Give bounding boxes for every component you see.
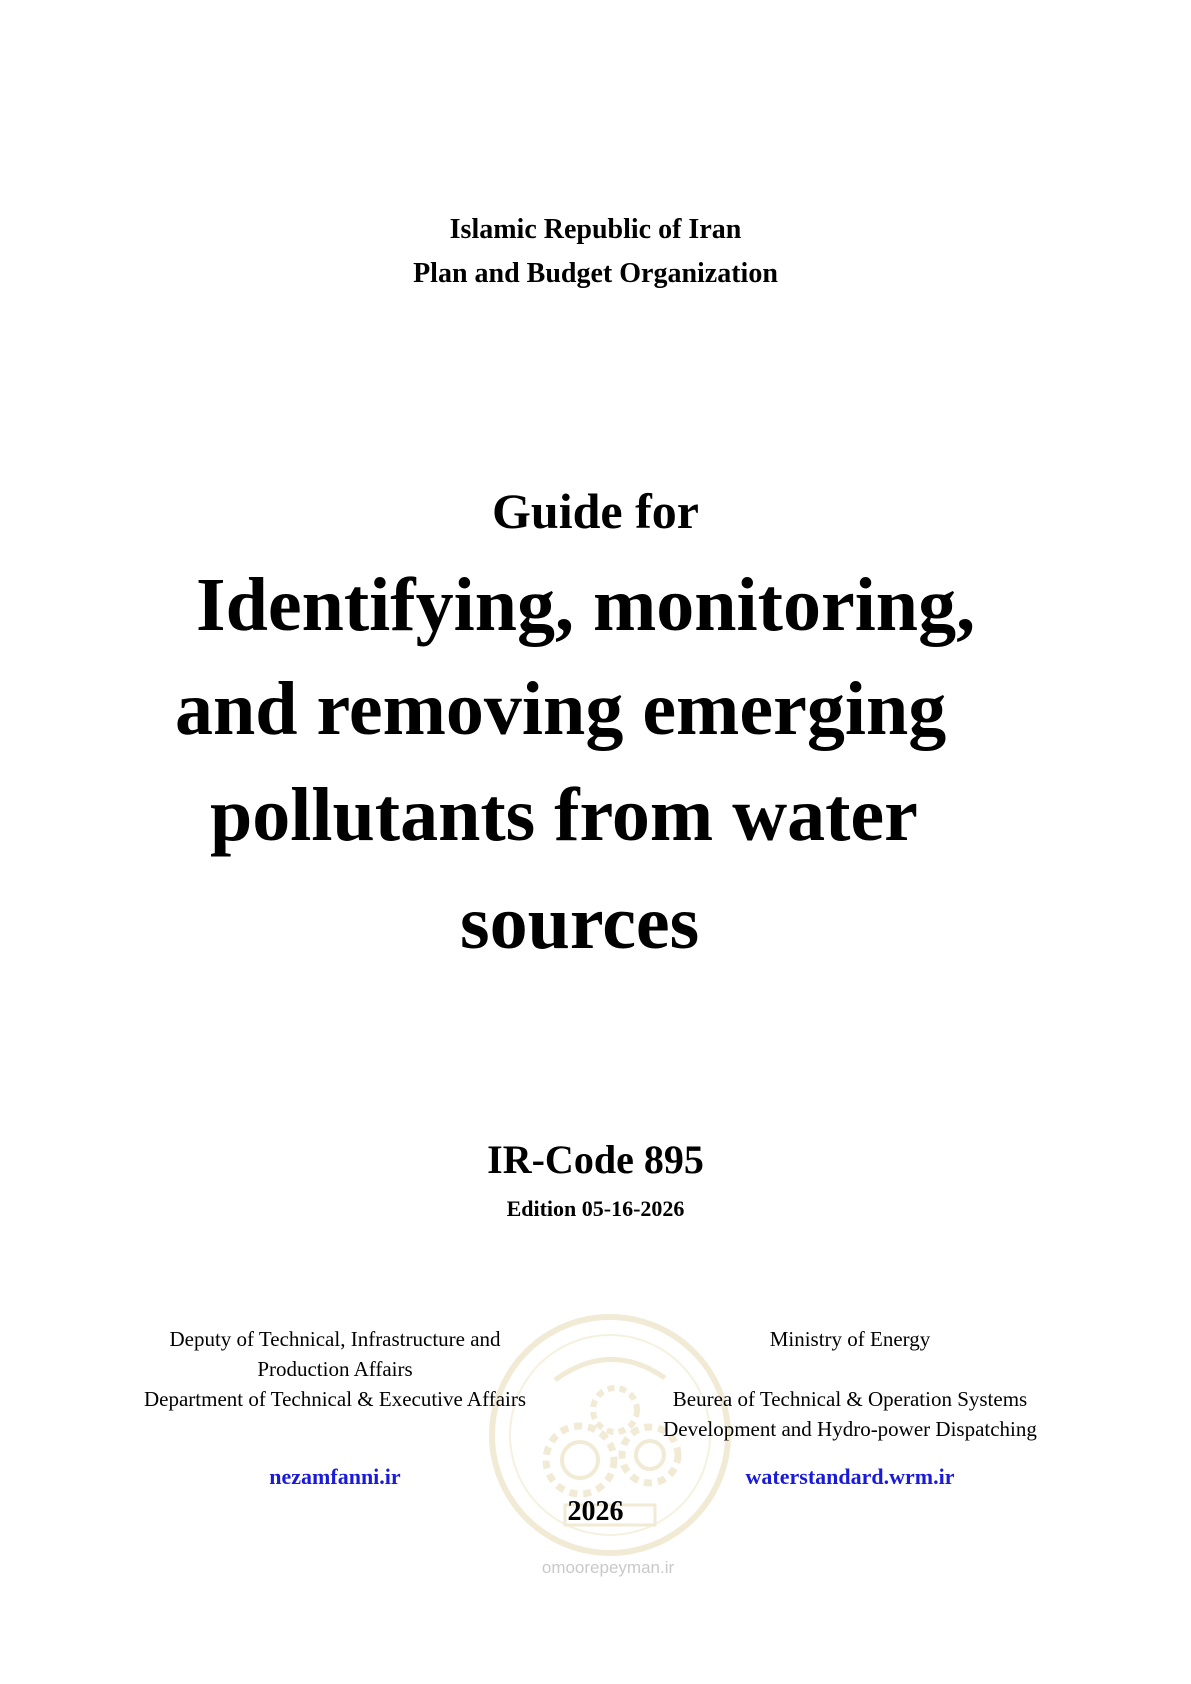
- waterstandard-link[interactable]: waterstandard.wrm.ir: [745, 1464, 955, 1489]
- title-line-3: pollutants from water: [210, 773, 918, 857]
- left-org-line-2: Production Affairs: [257, 1357, 413, 1381]
- left-org-line-1: Deputy of Technical, Infrastructure and: [169, 1327, 501, 1351]
- right-org-spacer: [640, 1354, 1060, 1384]
- right-org-line-1: Ministry of Energy: [769, 1327, 931, 1351]
- ir-code: IR-Code 895: [487, 1137, 704, 1182]
- publication-year: 2026: [567, 1496, 624, 1527]
- country-name: Islamic Republic of Iran: [449, 214, 742, 245]
- left-organization-block: [110, 1324, 560, 1414]
- organization-name: Plan and Budget Organization: [413, 258, 778, 289]
- title-line-2: and removing emerging: [175, 667, 947, 751]
- right-organization-block: [640, 1324, 1060, 1444]
- nezamfanni-link[interactable]: nezamfanni.ir: [269, 1464, 401, 1489]
- right-org-line-3: Beurea of Technical & Operation Systems: [672, 1387, 1028, 1411]
- left-org-line-3: Department of Technical & Executive Affairs: [143, 1387, 527, 1411]
- title-prefix: Guide for: [492, 483, 699, 539]
- edition-date: Edition 05-16-2026: [506, 1196, 685, 1221]
- title-line-1: Identifying, monitoring,: [196, 563, 976, 647]
- watermark-text: omoorepeyman.ir: [541, 1558, 675, 1577]
- right-org-line-4: Development and Hydro-power Dispatching: [663, 1417, 1037, 1441]
- title-line-4: sources: [460, 881, 700, 965]
